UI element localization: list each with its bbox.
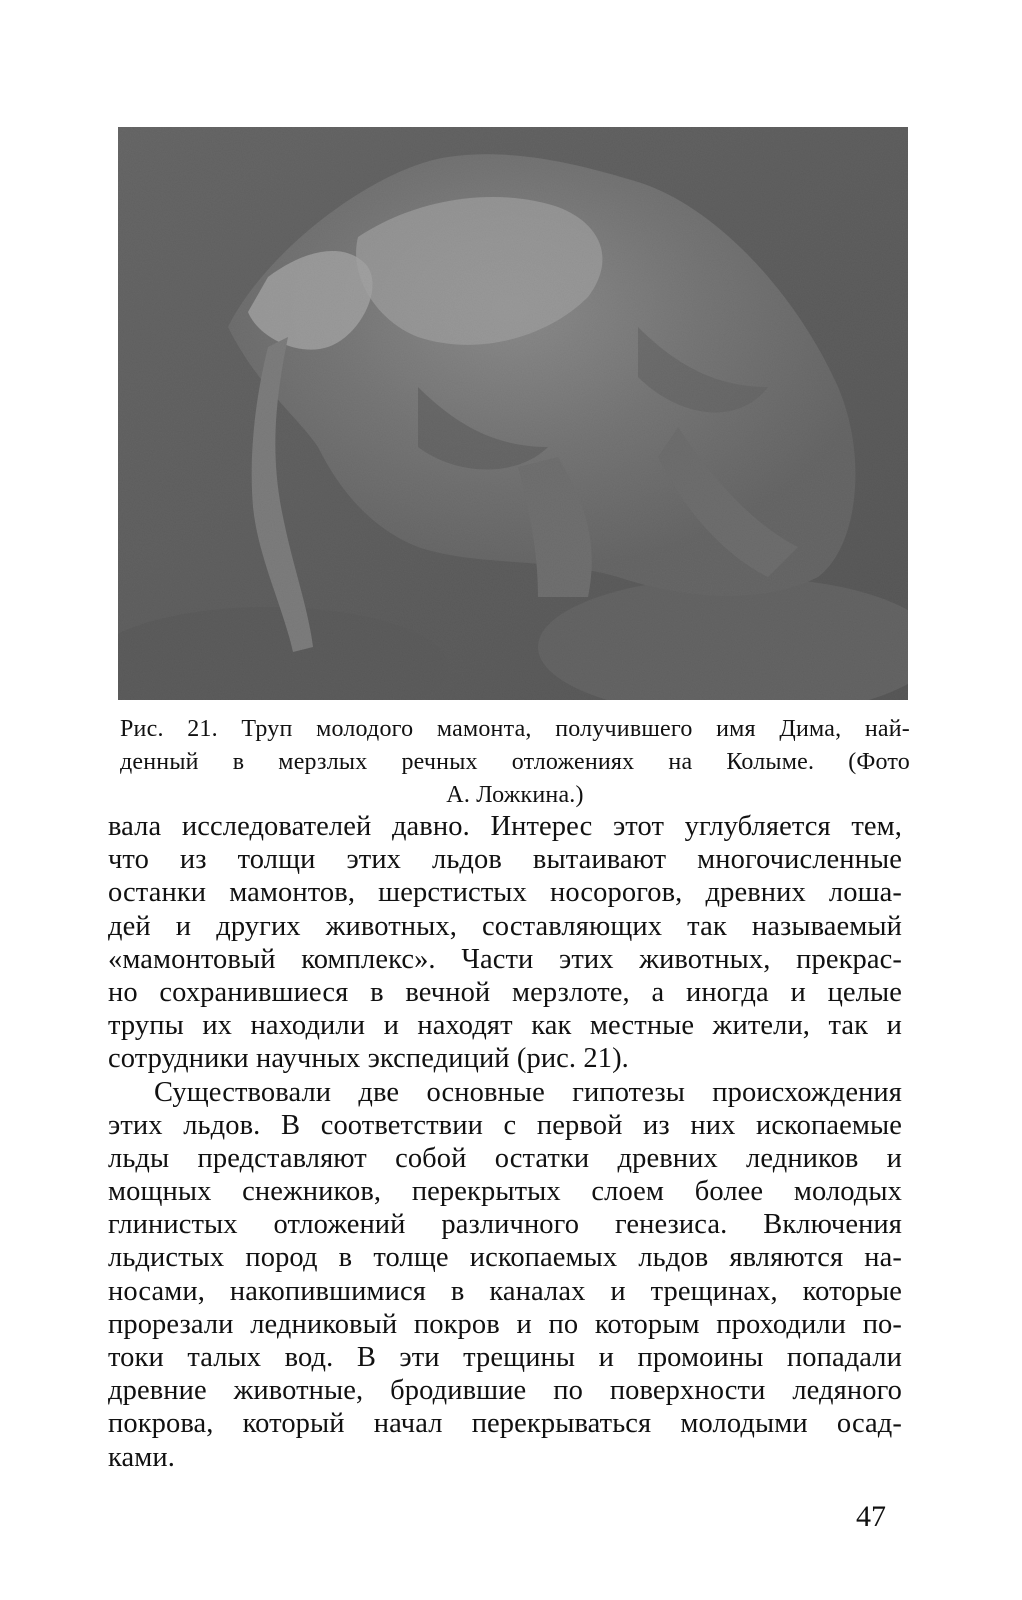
text-line: Существовали две основные гипотезы происхождения (154, 1076, 902, 1108)
figure-caption (120, 714, 910, 810)
text-line: «мамонтовый комплекс». Части этих животных, прекрас- (108, 943, 902, 975)
text-line: токи талых вод. В эти трещины и промоины попадали (108, 1342, 902, 1373)
text-line: этих льдов. В соответствии с первой из них ископаемые (108, 1109, 902, 1141)
text-line: древние животные, бродившие по поверхности ледяного (108, 1375, 902, 1407)
text-line: останки мамонтов, шерстистых носорогов, древних лоша- (108, 877, 902, 909)
page-number: 47 (856, 1500, 886, 1533)
text-line: но сохранившиеся в вечной мерзлоте, а иногда и целые (108, 976, 902, 1008)
text-line: ками. (108, 1441, 175, 1473)
paragraph (108, 1076, 902, 1474)
text-line: вала исследователей давно. Интерес этот углубляется тем, (108, 811, 902, 842)
caption-line: Рис. 21. Труп молодого мамонта, получившего имя Дима, най- (120, 716, 910, 742)
caption-line: А. Ложкина.) (446, 782, 584, 809)
text-line: мощных снежников, перекрытых слоем более молодых (108, 1176, 902, 1208)
paragraph (108, 810, 902, 1076)
text-line: льдистых пород в толще ископаемых льдов являются на- (108, 1242, 902, 1274)
text-line: сотрудники научных экспедиций (рис. 21). (108, 1043, 629, 1075)
text-line: покрова, который начал перекрываться молодыми осад- (108, 1408, 902, 1440)
text-line: трупы их находили и находят как местные жители, так и (108, 1010, 902, 1042)
text-line: дей и других животных, составляющих так называемый (108, 910, 902, 942)
text-line: прорезали ледниковый покров и по которым проходили по- (108, 1308, 902, 1340)
body-text (108, 810, 902, 1474)
text-line: что из толщи этих льдов вытаивают многочисленные (108, 844, 902, 876)
caption-line: денный в мерзлых речных отложениях на Колыме. (Фото (120, 749, 910, 776)
mammoth-photo-drawing (118, 127, 908, 700)
mammoth-photo (118, 127, 908, 700)
text-line: глинистых отложений различного генезиса. Включения (108, 1209, 902, 1241)
text-line: льды представляют собой остатки древних ледников и (108, 1142, 902, 1174)
text-line: носами, накопившимися в каналах и трещинах, которые (108, 1275, 902, 1307)
